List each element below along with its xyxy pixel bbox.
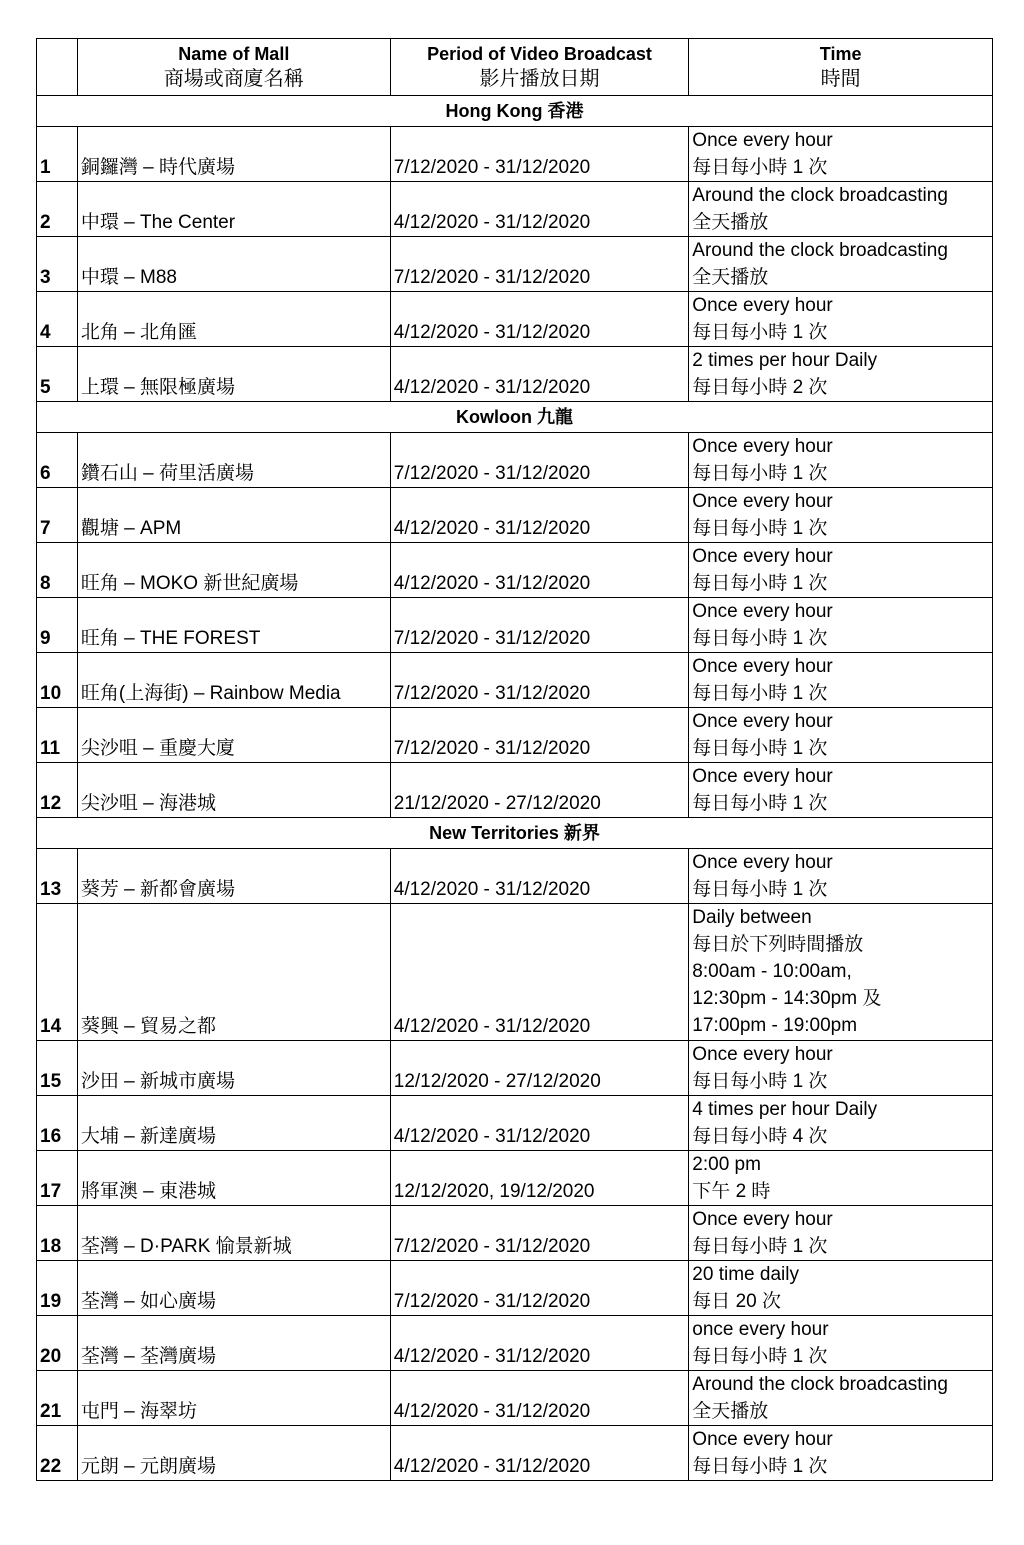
broadcast-time: [689, 1261, 993, 1316]
broadcast-period: 7/12/2020 - 31/12/2020: [390, 237, 689, 292]
broadcast-time: [689, 1041, 993, 1096]
broadcast-time: [689, 1371, 993, 1426]
broadcast-time-line: 每日每小時 2 次: [692, 377, 828, 398]
row-number: 16: [37, 1096, 78, 1151]
broadcast-time: [689, 598, 993, 653]
broadcast-period: 7/12/2020 - 31/12/2020: [390, 433, 689, 488]
row-number: 21: [37, 1371, 78, 1426]
broadcast-time-line: 每日每小時 1 次: [692, 1071, 828, 1092]
broadcast-time: [689, 763, 993, 818]
broadcast-time-line: 每日每小時 1 次: [692, 157, 828, 178]
header-time-en: Time: [819, 44, 862, 64]
broadcast-period: 7/12/2020 - 31/12/2020: [390, 1261, 689, 1316]
broadcast-period: 7/12/2020 - 31/12/2020: [390, 708, 689, 763]
table-row: [37, 1261, 993, 1316]
broadcast-time: [689, 1426, 993, 1481]
broadcast-period: 7/12/2020 - 31/12/2020: [390, 127, 689, 182]
table-row: [37, 598, 993, 653]
table-row: [37, 292, 993, 347]
broadcast-time-line: Once every hour: [692, 491, 833, 512]
header-mall-name-en: Name of Mall: [178, 44, 290, 64]
header-period-zh: 影片播放日期: [479, 68, 600, 90]
broadcast-time-line: 20 time daily: [692, 1264, 799, 1285]
mall-name: 葵興 – 貿易之都: [77, 904, 390, 1041]
broadcast-time-line: Around the clock broadcasting: [692, 185, 948, 206]
broadcast-time-line: 17:00pm - 19:00pm: [692, 1015, 858, 1036]
row-number: 6: [37, 433, 78, 488]
broadcast-time-line: once every hour: [692, 1319, 829, 1340]
broadcast-time-line: 每日每小時 1 次: [692, 879, 828, 900]
mall-name: 旺角 – MOKO 新世紀廣場: [77, 543, 390, 598]
mall-name: 北角 – 北角匯: [77, 292, 390, 347]
mall-name: 觀塘 – APM: [77, 488, 390, 543]
region-label: New Territories 新界: [37, 818, 993, 849]
broadcast-time-line: 每日每小時 1 次: [692, 573, 828, 594]
broadcast-time-line: Daily between: [692, 907, 812, 928]
broadcast-time-line: Around the clock broadcasting: [692, 240, 948, 261]
table-row: [37, 237, 993, 292]
table-row: [37, 1041, 993, 1096]
table-row: [37, 653, 993, 708]
row-number: 5: [37, 347, 78, 402]
broadcast-time-line: Around the clock broadcasting: [692, 1374, 948, 1395]
broadcast-time-line: 每日每小時 1 次: [692, 793, 828, 814]
broadcast-time-line: 每日 20 次: [692, 1291, 781, 1312]
broadcast-time-line: 全天播放: [692, 212, 769, 233]
table-row: [37, 347, 993, 402]
mall-name: 沙田 – 新城市廣場: [77, 1041, 390, 1096]
row-number: 4: [37, 292, 78, 347]
header-time: [689, 39, 993, 96]
broadcast-time-line: 每日每小時 1 次: [692, 628, 828, 649]
table-row: [37, 904, 993, 1041]
row-number: 20: [37, 1316, 78, 1371]
broadcast-time-line: Once every hour: [692, 766, 833, 787]
broadcast-period: 21/12/2020 - 27/12/2020: [390, 763, 689, 818]
broadcast-time-line: 8:00am - 10:00am,: [692, 961, 852, 982]
broadcast-time: [689, 347, 993, 402]
mall-name: 大埔 – 新達廣場: [77, 1096, 390, 1151]
table-row: [37, 1096, 993, 1151]
broadcast-time: [689, 292, 993, 347]
mall-name: 荃灣 – 荃灣廣場: [77, 1316, 390, 1371]
broadcast-time: [689, 1151, 993, 1206]
broadcast-period: 4/12/2020 - 31/12/2020: [390, 849, 689, 904]
broadcast-period: 4/12/2020 - 31/12/2020: [390, 347, 689, 402]
broadcast-schedule-table: [36, 38, 993, 1481]
broadcast-time-line: Once every hour: [692, 1209, 833, 1230]
row-number: 14: [37, 904, 78, 1041]
broadcast-time-line: 每日每小時 4 次: [692, 1126, 828, 1147]
row-number: 1: [37, 127, 78, 182]
mall-name: 鑽石山 – 荷里活廣場: [77, 433, 390, 488]
header-period-en: Period of Video Broadcast: [427, 44, 652, 64]
mall-name: 中環 – The Center: [77, 182, 390, 237]
broadcast-time: [689, 653, 993, 708]
row-number: 13: [37, 849, 78, 904]
broadcast-time: [689, 488, 993, 543]
row-number: 11: [37, 708, 78, 763]
broadcast-time-line: 2:00 pm: [692, 1154, 761, 1175]
broadcast-time-line: 每日每小時 1 次: [692, 683, 828, 704]
broadcast-time: [689, 127, 993, 182]
table-row: [37, 182, 993, 237]
broadcast-time-line: 全天播放: [692, 267, 769, 288]
broadcast-period: 4/12/2020 - 31/12/2020: [390, 1371, 689, 1426]
header-mall-name-zh: 商場或商廈名稱: [163, 68, 304, 90]
table-row: [37, 1371, 993, 1426]
broadcast-time-line: Once every hour: [692, 130, 833, 151]
broadcast-period: 4/12/2020 - 31/12/2020: [390, 292, 689, 347]
broadcast-time: [689, 1096, 993, 1151]
broadcast-time-line: 每日於下列時間播放: [692, 934, 864, 955]
table-row: [37, 433, 993, 488]
mall-name: 銅鑼灣 – 時代廣場: [77, 127, 390, 182]
broadcast-time-line: 每日每小時 1 次: [692, 1346, 828, 1367]
broadcast-time-line: Once every hour: [692, 295, 833, 316]
broadcast-period: 12/12/2020 - 27/12/2020: [390, 1041, 689, 1096]
broadcast-period: 7/12/2020 - 31/12/2020: [390, 653, 689, 708]
broadcast-period: 4/12/2020 - 31/12/2020: [390, 543, 689, 598]
broadcast-time-line: 全天播放: [692, 1401, 769, 1422]
region-row: [37, 402, 993, 433]
mall-name: 葵芳 – 新都會廣場: [77, 849, 390, 904]
mall-name: 荃灣 – 如心廣場: [77, 1261, 390, 1316]
table-row: [37, 849, 993, 904]
broadcast-time: [689, 433, 993, 488]
broadcast-time: [689, 708, 993, 763]
header-period: [390, 39, 689, 96]
row-number: 22: [37, 1426, 78, 1481]
broadcast-time-line: 下午 2 時: [692, 1181, 771, 1202]
mall-name: 屯門 – 海翠坊: [77, 1371, 390, 1426]
row-number: 19: [37, 1261, 78, 1316]
table-row: [37, 488, 993, 543]
mall-name: 中環 – M88: [77, 237, 390, 292]
broadcast-time-line: Once every hour: [692, 1044, 833, 1065]
region-label: Kowloon 九龍: [37, 402, 993, 433]
broadcast-period: 4/12/2020 - 31/12/2020: [390, 488, 689, 543]
mall-name: 旺角(上海街) – Rainbow Media: [77, 653, 390, 708]
broadcast-time-line: Once every hour: [692, 601, 833, 622]
broadcast-time-line: 每日每小時 1 次: [692, 463, 828, 484]
broadcast-time-line: Once every hour: [692, 852, 833, 873]
row-number: 15: [37, 1041, 78, 1096]
broadcast-time-line: 每日每小時 1 次: [692, 1456, 828, 1477]
table-row: [37, 1151, 993, 1206]
broadcast-time-line: Once every hour: [692, 656, 833, 677]
header-number-cell: [37, 39, 78, 96]
table-row: [37, 1426, 993, 1481]
mall-name: 將軍澳 – 東港城: [77, 1151, 390, 1206]
mall-name: 尖沙咀 – 重慶大廈: [77, 708, 390, 763]
mall-name: 上環 – 無限極廣場: [77, 347, 390, 402]
mall-name: 荃灣 – D·PARK 愉景新城: [77, 1206, 390, 1261]
table-row: [37, 1206, 993, 1261]
broadcast-time: [689, 849, 993, 904]
region-label: Hong Kong 香港: [37, 96, 993, 127]
broadcast-period: 4/12/2020 - 31/12/2020: [390, 1426, 689, 1481]
row-number: 3: [37, 237, 78, 292]
region-row: [37, 818, 993, 849]
broadcast-period: 4/12/2020 - 31/12/2020: [390, 182, 689, 237]
row-number: 9: [37, 598, 78, 653]
row-number: 2: [37, 182, 78, 237]
table-body: [37, 96, 993, 1481]
region-row: [37, 96, 993, 127]
table-row: [37, 1316, 993, 1371]
mall-name: 旺角 – THE FOREST: [77, 598, 390, 653]
broadcast-time-line: 每日每小時 1 次: [692, 322, 828, 343]
table-header-row: [37, 39, 993, 96]
mall-name: 尖沙咀 – 海港城: [77, 763, 390, 818]
broadcast-period: 7/12/2020 - 31/12/2020: [390, 1206, 689, 1261]
row-number: 12: [37, 763, 78, 818]
broadcast-time-line: 每日每小時 1 次: [692, 1236, 828, 1257]
broadcast-time: [689, 1206, 993, 1261]
row-number: 10: [37, 653, 78, 708]
broadcast-time-line: 12:30pm - 14:30pm 及: [692, 988, 882, 1009]
row-number: 8: [37, 543, 78, 598]
broadcast-period: 12/12/2020, 19/12/2020: [390, 1151, 689, 1206]
table-row: [37, 708, 993, 763]
broadcast-time-line: Once every hour: [692, 711, 833, 732]
broadcast-time-line: 2 times per hour Daily: [692, 350, 878, 371]
broadcast-time: [689, 904, 993, 1041]
broadcast-time: [689, 237, 993, 292]
table-row: [37, 763, 993, 818]
broadcast-time: [689, 182, 993, 237]
table-row: [37, 543, 993, 598]
broadcast-time: [689, 1316, 993, 1371]
broadcast-time-line: Once every hour: [692, 546, 833, 567]
header-mall-name: [77, 39, 390, 96]
row-number: 17: [37, 1151, 78, 1206]
broadcast-time-line: Once every hour: [692, 436, 833, 457]
broadcast-time-line: 每日每小時 1 次: [692, 518, 828, 539]
mall-name: 元朗 – 元朗廣場: [77, 1426, 390, 1481]
broadcast-time-line: 4 times per hour Daily: [692, 1099, 878, 1120]
broadcast-period: 4/12/2020 - 31/12/2020: [390, 1316, 689, 1371]
row-number: 18: [37, 1206, 78, 1261]
table-row: [37, 127, 993, 182]
broadcast-period: 4/12/2020 - 31/12/2020: [390, 904, 689, 1041]
broadcast-period: 4/12/2020 - 31/12/2020: [390, 1096, 689, 1151]
broadcast-period: 7/12/2020 - 31/12/2020: [390, 598, 689, 653]
header-time-zh: 時間: [820, 68, 861, 90]
broadcast-time-line: Once every hour: [692, 1429, 833, 1450]
row-number: 7: [37, 488, 78, 543]
broadcast-time-line: 每日每小時 1 次: [692, 738, 828, 759]
broadcast-time: [689, 543, 993, 598]
